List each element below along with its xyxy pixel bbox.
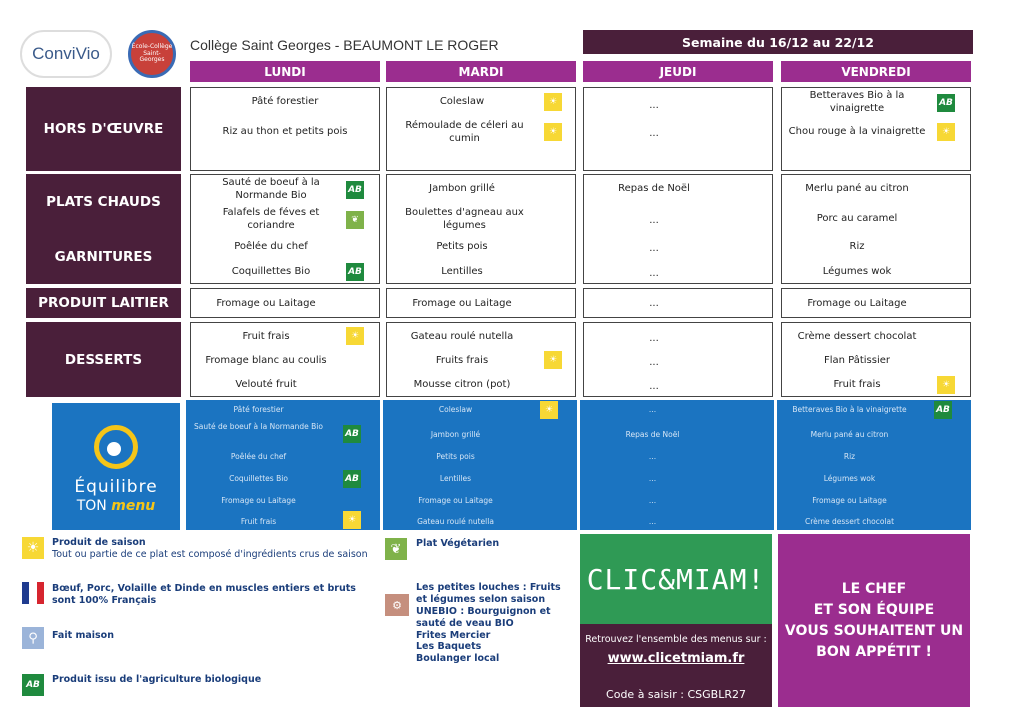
equilibre-vendredi [777,400,971,530]
menu-item: Boulettes d'agneau aux légumes [405,207,524,231]
menu-item: Fruits frais [435,355,489,366]
sun-icon: ☀ [937,376,955,394]
equilibre-item: ... [648,405,657,414]
legend-saison-text: Tout ou partie de ce plat est composé d'ingrédients crus de saison [52,548,368,560]
chef-line-3: VOUS SOUHAITENT UN [784,622,964,639]
equilibre-item: Légumes wok [823,474,876,483]
menu-item: ... [649,333,659,344]
bio-icon: AB [937,94,955,112]
equilibre-subtitle: TON menu [76,498,156,514]
menu-item: Fromage ou Laitage [807,298,907,309]
menu-item: Betteraves Bio à la vinaigrette [809,90,905,114]
school-name: Collège Saint Georges - BEAUMONT LE ROGER [190,37,499,53]
menu-item: Velouté fruit [235,379,297,390]
menu-item: Repas de Noël [618,183,690,194]
legend-viande: Bœuf, Porc, Volaille et Dinde en muscles entiers et bruts sont 100% Français [52,583,356,606]
chef-line-1: LE CHEF [841,580,907,597]
legend-frites: Frites Mercier [416,629,491,641]
menu-item: Fromage ou Laitage [412,298,512,309]
menu-item: Crème dessert chocolat [797,331,917,342]
sun-icon: ☀ [346,327,364,345]
menu-item: Fromage blanc au coulis [205,355,327,366]
menu-item: Petits pois [436,241,488,252]
equilibre-item: Pâté forestier [233,405,284,414]
cell-jeudi-desserts [583,322,773,397]
menu-item: Merlu pané au citron [805,183,909,194]
equilibre-item: Fromage ou Laitage [418,496,493,505]
menu-item: Jambon grillé [429,183,495,194]
clicmiam-code: Code à saisir : CSGBLR27 [606,688,746,701]
menu-item: Pâté forestier [251,96,319,107]
cell-lundi-plats [190,174,380,284]
week-banner: Semaine du 16/12 au 22/12 [583,30,973,54]
menu-item: ... [649,298,659,309]
bio-icon: AB [343,425,361,443]
cell-vendredi-hors [781,87,971,171]
chef-line-4: BON APPÉTIT ! [816,643,932,660]
menu-item: ... [649,215,659,226]
equilibre-jeudi [580,400,774,530]
equilibre-item: Fromage ou Laitage [221,496,296,505]
menu-item: Riz au thon et petits pois [222,126,348,137]
equilibre-item: ... [648,496,657,505]
equilibre-lundi [186,400,380,530]
menu-item: Fruit frais [833,379,881,390]
equilibre-title: Équilibre [74,477,158,497]
convivio-logo: ConviVio [20,30,112,78]
menu-item: Légumes wok [822,266,892,277]
chef-line-2: ET SON ÉQUIPE [813,601,935,618]
cell-vendredi-desserts [781,322,971,397]
menu-item: Riz [849,241,865,252]
category-plats: PLATS CHAUDS [46,193,161,210]
cell-vendredi-plats [781,174,971,284]
equilibre-item: Sauté de boeuf à la Normande Bio [194,422,323,431]
tractor-icon: ⚙ [385,594,409,616]
menu-item: Lentilles [441,266,483,277]
equilibre-item: Coleslaw [438,405,473,414]
equilibre-item: Lentilles [439,474,472,483]
menu-item: Fruit frais [242,331,290,342]
clicmiam-info [580,624,772,707]
ecole-logo: École-Collège Saint-Georges [128,30,176,78]
clicmiam-logo: CLIC&MIAM! [580,534,772,624]
equilibre-item: Petits pois [436,452,475,461]
cell-mardi-hors [386,87,576,171]
clicmiam-retrouvez: Retrouvez l'ensemble des menus sur : [585,634,767,645]
equilibre-item: Fromage ou Laitage [812,496,887,505]
legend-saison [52,537,372,561]
menu-item: Porc au caramel [816,213,898,224]
menu-item: Gateau roulé nutella [410,331,514,342]
category-produit-laitier: PRODUIT LAITIER [26,288,181,318]
cell-mardi-plats [386,174,576,284]
equilibre-item: Riz [843,452,856,461]
menu-item: Coleslaw [439,96,485,107]
sun-icon: ☀ [22,537,44,559]
legend-louches: Les petites louches : Fruits et légumes selon saison [416,582,561,605]
cell-lundi-laitier [190,288,380,318]
equilibre-item: Jambon grillé [430,430,481,439]
equilibre-item: Fruit frais [240,517,277,526]
equilibre-item: Gateau roulé nutella [417,517,494,526]
equilibre-mardi [383,400,577,530]
cell-lundi-hors [190,87,380,171]
menu-item: ... [649,268,659,279]
day-header-mardi: MARDI [386,61,576,82]
bio-icon: AB [346,181,364,199]
bio-icon: AB [22,674,44,696]
equilibre-item: Coquillettes Bio [229,474,288,483]
menu-item: Falafels de féves et coriandre [222,207,320,231]
vegetarian-icon: ❦ [385,538,407,560]
clicmiam-url[interactable]: www.clicetmiam.fr [607,651,745,666]
equilibre-item: ... [648,517,657,526]
sun-icon: ☀ [343,511,361,529]
vegetarian-icon: ❦ [346,211,364,229]
equilibre-item: Betteraves Bio à la vinaigrette [792,405,907,414]
legend-unebio: UNEBIO : Bourguignon et sauté de veau BIO [416,605,551,629]
menu-item: Sauté de boeuf à la Normande Bio [222,177,320,201]
cell-jeudi-plats [583,174,773,284]
equilibre-logo [52,403,180,530]
cell-jeudi-laitier [583,288,773,318]
day-header-jeudi: JEUDI [583,61,773,82]
legend-bio: Produit issu de l'agriculture biologique [52,674,262,685]
equilibre-item: Merlu pané au citron [810,430,889,439]
equilibre-emblem [94,425,138,469]
legend-saison-title: Produit de saison [52,537,146,548]
bio-icon: AB [343,470,361,488]
menu-item: Chou rouge à la vinaigrette [788,126,926,137]
legend-producteurs [416,582,568,665]
menu-item: ... [649,100,659,111]
menu-item: Fromage ou Laitage [216,298,316,309]
category-plats-garnitures [26,174,181,284]
cell-mardi-desserts [386,322,576,397]
sun-icon: ☀ [937,123,955,141]
menu-item: ... [649,381,659,392]
menu-item: ... [649,243,659,254]
equilibre-item: Crème dessert chocolat [804,517,895,526]
menu-item: Mousse citron (pot) [413,379,511,390]
sun-icon: ☀ [544,123,562,141]
cell-vendredi-laitier [781,288,971,318]
cell-jeudi-hors [583,87,773,171]
category-garnitures: GARNITURES [54,248,153,265]
sun-icon: ☀ [544,351,562,369]
day-header-lundi: LUNDI [190,61,380,82]
sun-icon: ☀ [544,93,562,111]
cell-lundi-desserts [190,322,380,397]
menu-item: Poêlée du chef [234,241,308,252]
menu-item: Coquillettes Bio [231,266,311,277]
french-flag-icon [22,582,44,604]
sun-icon: ☀ [540,401,558,419]
equilibre-item: ... [648,474,657,483]
chef-message [778,534,970,707]
menu-item: ... [649,128,659,139]
equilibre-item: ... [648,452,657,461]
whisk-icon: ⚲ [22,627,44,649]
legend-vegetarien: Plat Végétarien [416,538,500,549]
menu-item: Flan Pâtissier [823,355,891,366]
bio-icon: AB [346,263,364,281]
equilibre-item: Repas de Noël [625,430,680,439]
menu-item: Rémoulade de céleri au cumin [405,120,524,144]
bio-icon: AB [934,401,952,419]
menu-item: ... [649,357,659,368]
equilibre-item: Poêlée du chef [230,452,287,461]
day-header-vendredi: VENDREDI [781,61,971,82]
legend-fait-maison: Fait maison [52,630,114,641]
legend-boulanger: Boulanger local [416,653,500,665]
legend-baquets: Les Baquets [416,641,482,653]
category-desserts: DESSERTS [26,322,181,397]
cell-mardi-laitier [386,288,576,318]
category-hors-doeuvre: HORS D'ŒUVRE [26,87,181,171]
